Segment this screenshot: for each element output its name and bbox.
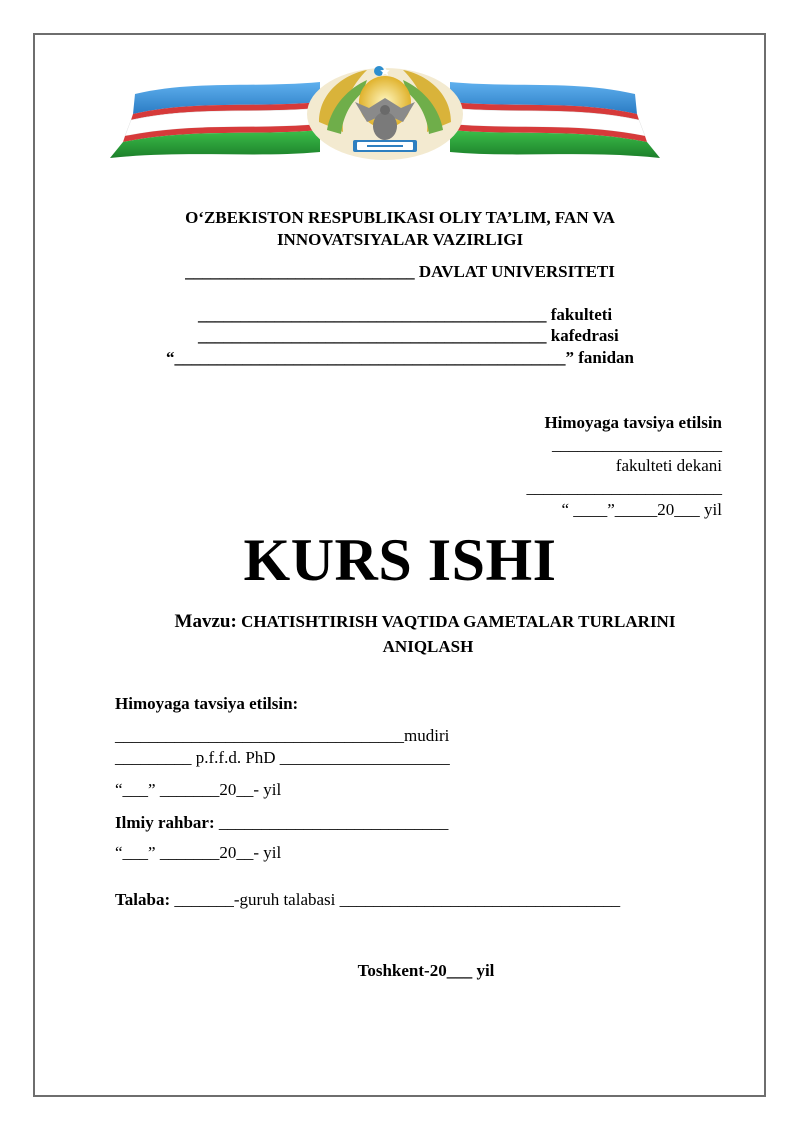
city-year: Toshkent-20___ yil bbox=[357, 961, 495, 980]
ministry-line-1: O‘ZBEKISTON RESPUBLIKASI OLIY TA’LIM, FAN VA bbox=[185, 208, 615, 227]
phd-line: _________ p.f.f.d. PhD ____________________ bbox=[115, 748, 450, 767]
supervisor-label: Ilmiy rahbar: bbox=[115, 813, 215, 832]
left-flag bbox=[110, 82, 320, 158]
dean-label: fakulteti dekani bbox=[615, 456, 722, 475]
department-line: _________________________________________ kafedrasi bbox=[198, 326, 619, 345]
topic-line-2: ANIQLASH bbox=[382, 637, 474, 656]
department-head-line: __________________________________mudiri bbox=[115, 726, 450, 745]
supervisor-blank: ___________________________ bbox=[218, 813, 449, 832]
subject-line: “______________________________________________” fanidan bbox=[166, 348, 634, 367]
university-line: ___________________________ DAVLAT UNIVERSITETI bbox=[185, 262, 615, 281]
approval-left-date-1: “___” _______20__- yil bbox=[115, 780, 282, 799]
state-emblem-banner bbox=[105, 62, 665, 162]
ministry-line-2: INNOVATSIYALAR VAZIRLIGI bbox=[276, 230, 524, 249]
approval-right-blank-1: ____________________ bbox=[552, 435, 722, 454]
faculty-line: _________________________________________ fakulteti bbox=[198, 305, 613, 324]
approval-left-date-2: “___” _______20__- yil bbox=[115, 843, 282, 862]
approval-right-date: “ ____”_____20___ yil bbox=[561, 500, 722, 519]
approval-left-title: Himoyaga tavsiya etilsin: bbox=[115, 694, 299, 713]
topic-line-1 bbox=[25, 611, 800, 632]
student-blank: _______-guruh talabasi _________________________________ bbox=[174, 890, 621, 909]
document-title: KURS ISHI bbox=[243, 527, 557, 593]
approval-right-title: Himoyaga tavsiya etilsin bbox=[544, 413, 722, 432]
emblem-seal bbox=[307, 66, 463, 160]
right-flag bbox=[450, 82, 660, 158]
topic-label: Mavzu: bbox=[174, 611, 237, 632]
topic-text-1: CHATISHTIRISH VAQTIDA GAMETALAR TURLARINI bbox=[241, 612, 676, 631]
student-label: Talaba: bbox=[115, 890, 171, 909]
student-line bbox=[115, 889, 620, 910]
approval-right-blank-2: _______________________ bbox=[526, 478, 722, 497]
supervisor-line bbox=[115, 812, 448, 833]
